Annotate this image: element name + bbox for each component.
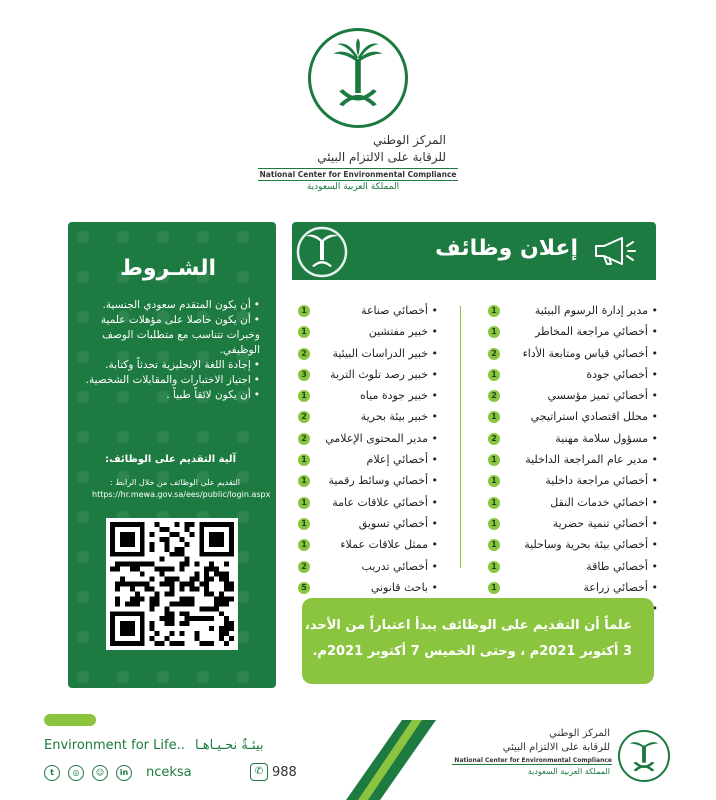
job-title: • خبير رصد تلوث التربة: [330, 364, 438, 385]
job-count-badge: 2: [298, 561, 310, 573]
qr-code[interactable]: [106, 518, 238, 650]
job-item: [480, 513, 658, 534]
footer-org-name-ar-line2: للرقابة على الالتزام البيئي: [502, 742, 610, 753]
job-title: • أخصائي تنمية حضرية: [553, 513, 658, 534]
jobs-list-right: [480, 300, 658, 619]
job-item: [480, 449, 658, 470]
job-item: [290, 577, 438, 598]
job-title: • مسؤول سلامة مهنية: [555, 428, 658, 449]
instagram-icon[interactable]: ◎: [68, 765, 84, 781]
job-title: • أخصائي صناعة: [361, 300, 438, 321]
footer-slogan: [44, 738, 264, 753]
job-count-badge: 1: [298, 390, 310, 402]
phone-icon: ✆: [250, 763, 268, 781]
job-title: • مدير المحتوى الإعلامي: [325, 428, 438, 449]
job-title: • أخصائي تدريب: [362, 556, 438, 577]
jobs-divider: [460, 306, 461, 568]
job-count-badge: 1: [488, 369, 500, 381]
condition-item: • أن يكون المتقدم سعودي الجنسية.: [76, 298, 260, 313]
job-item: [290, 406, 438, 427]
job-item: [290, 513, 438, 534]
job-count-badge: 5: [298, 582, 310, 594]
slogan-ar: بيئـةٌ نحـيـاهـا: [194, 738, 264, 753]
job-title: • مدير إدارة الرسوم البيئية: [535, 300, 658, 321]
job-item: [480, 577, 658, 598]
condition-item: • أن يكون لائقاً طبياً .: [76, 388, 260, 403]
condition-item: • إجادة اللغة الإنجليزية تحدثاً وكتابة.: [76, 358, 260, 373]
org-name-en: National Center for Environmental Compliance: [259, 170, 457, 179]
job-title: • خبير بيئة بحرية: [361, 406, 438, 427]
job-item: [480, 534, 658, 555]
job-item: [290, 385, 438, 406]
palm-swords-emblem-icon: [620, 732, 668, 780]
job-title: • خبير مفتشين: [369, 321, 438, 342]
job-item: [290, 556, 438, 577]
job-count-badge: 1: [298, 305, 310, 317]
job-title: • أخصائي إعلام: [367, 449, 438, 470]
job-title: • أخصائي تسويق: [359, 513, 438, 534]
linkedin-icon[interactable]: in: [116, 765, 132, 781]
notice-line2: 3 أكتوبر 2021م ، وحتى الخميس 7 أكتوبر 2021م.: [312, 644, 632, 659]
job-count-badge: 1: [488, 454, 500, 466]
apply-method-desc: التقديم على الوظائف من خلال الرابط :: [109, 478, 240, 487]
footer-accent-bar: [44, 714, 96, 726]
job-item: [480, 385, 658, 406]
job-count-badge: 2: [488, 348, 500, 360]
job-item: [290, 300, 438, 321]
org-name-ar-line1: المركز الوطني: [372, 133, 446, 147]
job-count-badge: 1: [488, 497, 500, 509]
job-count-badge: 1: [298, 518, 310, 530]
job-item: [290, 534, 438, 555]
jobs-title: إعلان وظائف: [435, 236, 578, 261]
job-count-badge: 2: [488, 390, 500, 402]
application-dates-notice: [302, 598, 654, 684]
job-count-badge: 1: [488, 305, 500, 317]
job-title: • أخصائي قياس ومتابعة الأداء: [523, 343, 658, 364]
job-item: [480, 406, 658, 427]
job-count-badge: 1: [488, 411, 500, 423]
conditions-list: [76, 298, 260, 403]
jobs-list-left: [290, 300, 438, 598]
org-name-ar-line2: للرقابة على الالتزام البيئي: [317, 150, 446, 164]
job-count-badge: 1: [488, 561, 500, 573]
job-item: [480, 300, 658, 321]
job-title: • أخصائي مراجعة داخلية: [545, 470, 658, 491]
job-title: • أخصائي جودة: [586, 364, 658, 385]
palm-swords-emblem-icon: [311, 31, 405, 125]
conditions-title: الشـروط: [120, 256, 216, 281]
job-count-badge: 2: [298, 433, 310, 445]
notice-line1: علماً أن التقديم على الوظائف يبدأ اعتباراً من الأحد،: [304, 618, 632, 633]
job-count-badge: 1: [298, 326, 310, 338]
job-title: • أخصائي تميز مؤسسي: [547, 385, 658, 406]
job-title: • خبير الدراسات البيئية: [332, 343, 438, 364]
job-title: • محلل اقتصادي استراتيجي: [531, 406, 658, 427]
job-count-badge: 1: [298, 475, 310, 487]
job-title: • ممثل علاقات عملاء: [340, 534, 438, 555]
job-item: [480, 364, 658, 385]
job-count-badge: 1: [488, 582, 500, 594]
phone-number[interactable]: 988: [272, 765, 297, 780]
megaphone-icon: [592, 236, 636, 266]
job-title: • أخصائي طاقة: [586, 556, 658, 577]
social-handle[interactable]: nceksa: [146, 765, 192, 780]
decorative-slash: [346, 720, 436, 800]
job-count-badge: 2: [488, 433, 500, 445]
slogan-en: Environment for Life..: [44, 738, 185, 753]
apply-url-link[interactable]: https://hr.mewa.gov.sa/ees/public/login.aspx: [92, 490, 271, 499]
twitter-icon[interactable]: t: [44, 765, 60, 781]
job-title: • مدير عام المراجعة الداخلية: [525, 449, 658, 470]
job-item: [480, 492, 658, 513]
footer-logo: [618, 730, 670, 782]
job-item: [480, 470, 658, 491]
job-title: • خبير جودة مياه: [360, 385, 438, 406]
job-item: [290, 449, 438, 470]
job-count-badge: 1: [488, 326, 500, 338]
job-count-badge: 3: [298, 369, 310, 381]
job-item: [290, 428, 438, 449]
job-count-badge: 1: [298, 539, 310, 551]
footer-org-name-en: National Center for Environmental Compliance: [452, 757, 612, 765]
job-item: [290, 492, 438, 513]
job-title: • أخصائي زراعة: [583, 577, 658, 598]
conditions-panel: [68, 222, 276, 688]
job-title: • أخصائي مراجعة المخاطر: [535, 321, 658, 342]
job-count-badge: 1: [488, 475, 500, 487]
job-count-badge: 1: [488, 518, 500, 530]
apply-method-title: آلية التقديم على الوظائف:: [105, 454, 236, 465]
job-count-badge: 2: [298, 411, 310, 423]
job-item: [290, 321, 438, 342]
job-item: [480, 321, 658, 342]
job-item: [290, 343, 438, 364]
jobs-header: [292, 222, 656, 280]
condition-item: • اجتياز الاختبارات والمقابلات الشخصية.: [76, 373, 260, 388]
kingdom-name-ar: المملكة العربية السعودية: [306, 182, 400, 192]
job-count-badge: 1: [488, 539, 500, 551]
snapchat-icon[interactable]: ☺: [92, 765, 108, 781]
job-count-badge: 1: [298, 454, 310, 466]
emblem-icon: [294, 222, 350, 280]
job-item: [480, 343, 658, 364]
job-count-badge: 1: [298, 497, 310, 509]
job-item: [480, 556, 658, 577]
job-title: • أخصائي بيئة بحرية وساحلية: [524, 534, 658, 555]
job-title: • اخصائي خدمات النقل: [550, 492, 658, 513]
footer-kingdom-name-ar: المملكة العربية السعودية: [527, 767, 610, 776]
job-count-badge: 2: [298, 348, 310, 360]
ncec-logo: [308, 28, 408, 128]
job-title: • أخصائي وسائط رقمية: [329, 470, 439, 491]
footer-org-name-ar-line1: المركز الوطني: [549, 728, 610, 739]
job-title: • أخصائي علاقات عامة: [332, 492, 438, 513]
job-item: [290, 364, 438, 385]
qr-code-icon: [110, 522, 234, 646]
job-item: [290, 470, 438, 491]
job-item: [480, 428, 658, 449]
job-title: • باحث قانوني: [371, 577, 438, 598]
condition-item: • أن يكون حاصلا على مؤهلات علمية وخبرات تتناسب مع متطلبات الوصف الوظيفي.: [76, 313, 260, 358]
